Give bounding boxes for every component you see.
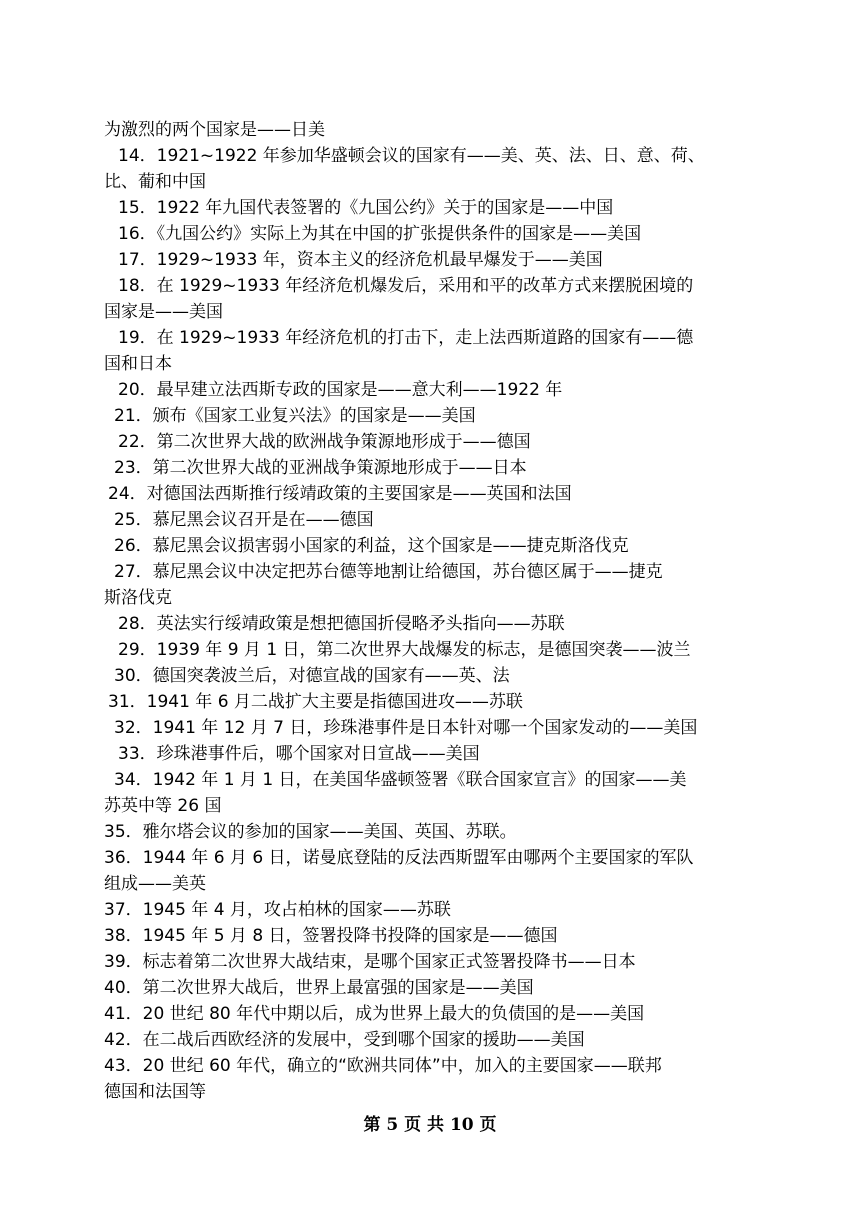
text-line-3: 15．1922 年九国代表签署的《九国公约》关于的国家是——中国 (118, 198, 614, 218)
text-line-2: 比、葡和中国 (104, 172, 206, 192)
text-line-6: 18．在 1929~1933 年经济危机爆发后，采用和平的改革方式来摆脱困境的 (118, 276, 694, 296)
text-line-7: 国家是——美国 (104, 302, 223, 322)
text-line-23: 32．1941 年 12 月 7 日，珍珠港事件是日本针对哪一个国家发动的——美国 (114, 718, 698, 738)
text-line-20: 29．1939 年 9 月 1 日，第二次世界大战爆发的标志，是德国突袭——波兰 (118, 640, 691, 660)
text-line-10: 20．最早建立法西斯专政的国家是——意大利——1922 年 (118, 380, 563, 400)
text-line-26: 苏英中等 26 国 (104, 796, 222, 816)
text-line-9: 国和日本 (104, 354, 172, 374)
text-line-16: 26．慕尼黑会议损害弱小国家的利益，这个国家是——捷克斯洛伐克 (114, 536, 629, 556)
text-line-29: 组成——美英 (104, 874, 206, 894)
page-footer: 第 5 页 共 10 页 (363, 1115, 497, 1135)
text-line-30: 37．1945 年 4 月，攻占柏林的国家——苏联 (104, 900, 451, 920)
text-line-15: 25．慕尼黑会议召开是在——德国 (114, 510, 374, 530)
text-line-4: 16．《九国公约》实际上为其在中国的扩张提供条件的国家是——美国 (118, 224, 642, 244)
text-line-34: 41．20 世纪 80 年代中期以后，成为世界上最大的负债国的是——美国 (104, 1004, 645, 1024)
text-line-24: 33．珍珠港事件后，哪个国家对日宣战——美国 (118, 744, 480, 764)
text-line-5: 17．1929~1933 年，资本主义的经济危机最早爆发于——美国 (118, 250, 603, 270)
text-line-8: 19．在 1929~1933 年经济危机的打击下，走上法西斯道路的国家有——德 (118, 328, 694, 348)
text-line-13: 23．第二次世界大战的亚洲战争策源地形成于——日本 (114, 458, 527, 478)
text-line-33: 40．第二次世界大战后，世界上最富强的国家是——美国 (104, 978, 534, 998)
text-line-35: 42．在二战后西欧经济的发展中，受到哪个国家的援助——美国 (104, 1030, 585, 1050)
text-line-0: 为激烈的两个国家是——日美 (104, 120, 325, 140)
text-line-1: 14．1921~1922 年参加华盛顿会议的国家有——美、英、法、日、意、荷、 (118, 146, 705, 166)
text-line-37: 德国和法国等 (104, 1082, 206, 1102)
text-line-11: 21．颁布《国家工业复兴法》的国家是——美国 (114, 406, 476, 426)
text-line-25: 34．1942 年 1 月 1 日，在美国华盛顿签署《联合国家宣言》的国家——美 (114, 770, 687, 790)
text-line-19: 28．英法实行绥靖政策是想把德国折侵略矛头指向——苏联 (118, 614, 565, 634)
text-line-22: 31．1941 年 6 月二战扩大主要是指德国进攻——苏联 (108, 692, 523, 712)
text-line-36: 43．20 世纪 60 年代，确立的“欧洲共同体”中，加入的主要国家——联邦 (104, 1056, 662, 1076)
text-line-14: 24．对德国法西斯推行绥靖政策的主要国家是——英国和法国 (108, 484, 572, 504)
text-line-12: 22．第二次世界大战的欧洲战争策源地形成于——德国 (118, 432, 531, 452)
text-line-31: 38．1945 年 5 月 8 日，签署投降书投降的国家是——德国 (104, 926, 558, 946)
text-line-18: 斯洛伐克 (104, 588, 172, 608)
text-line-27: 35．雅尔塔会议的参加的国家——美国、英国、苏联。 (104, 822, 517, 842)
text-line-21: 30．德国突袭波兰后，对德宣战的国家有——英、法 (114, 666, 510, 686)
text-line-17: 27．慕尼黑会议中决定把苏台德等地割让给德国，苏台德区属于——捷克 (114, 562, 663, 582)
text-line-32: 39．标志着第二次世界大战结束，是哪个国家正式签署投降书——日本 (104, 952, 636, 972)
text-line-28: 36．1944 年 6 月 6 日，诺曼底登陆的反法西斯盟军由哪两个主要国家的军队 (104, 848, 694, 868)
